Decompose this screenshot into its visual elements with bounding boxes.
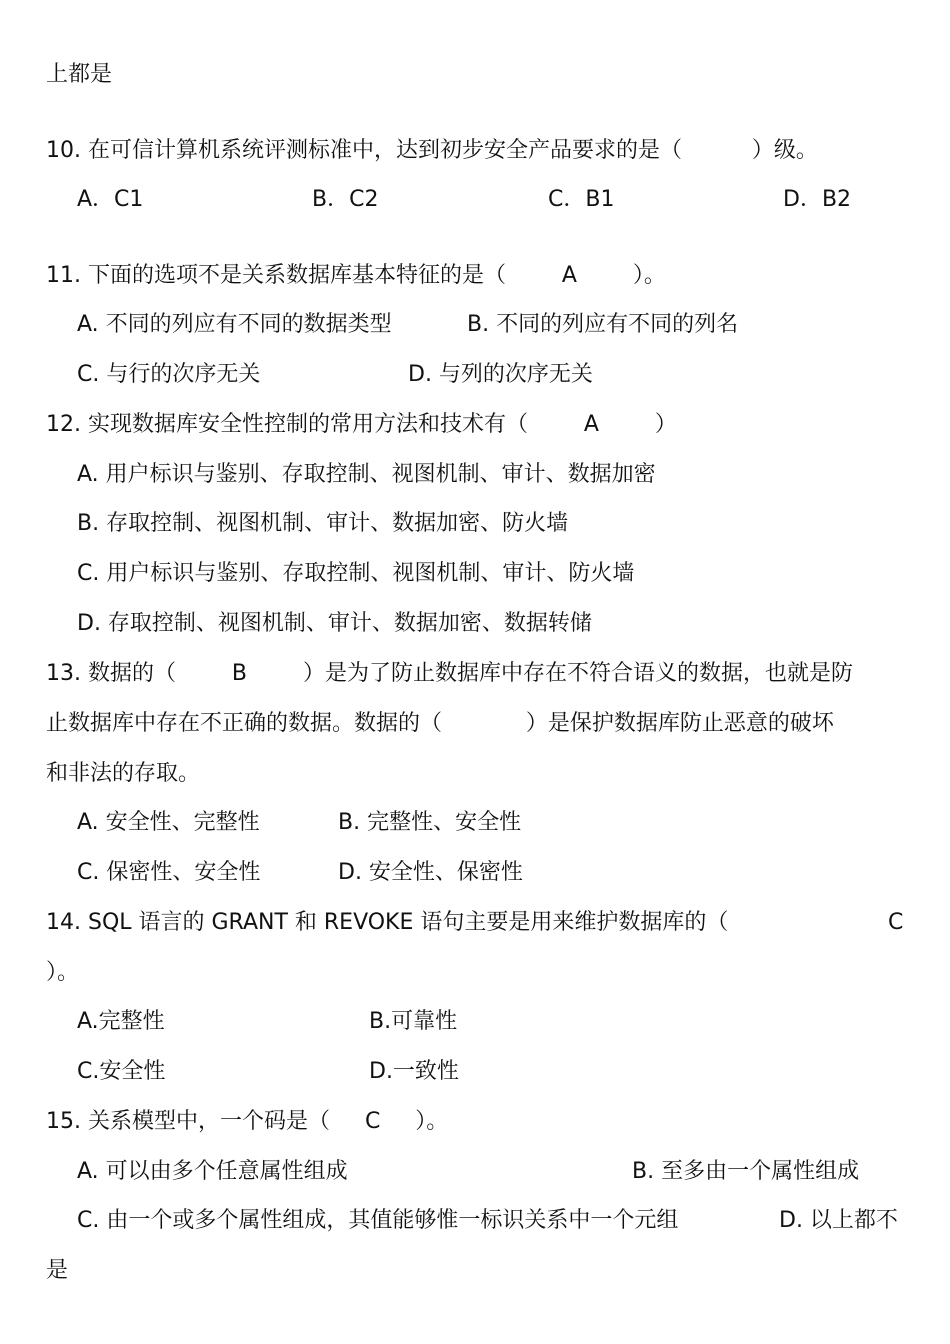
q11-option-c: C. 与行的次序无关 <box>77 362 261 387</box>
q15-option-a: A. 可以由多个任意属性组成 <box>77 1159 348 1184</box>
q12-option-a: A. 用户标识与鉴别、存取控制、视图机制、审计、数据加密 <box>77 462 656 487</box>
q10-option-a: A．C1 <box>77 187 144 212</box>
q10-option-c: C．B1 <box>548 187 615 212</box>
question-13-line-3: 和非法的存取。 <box>46 761 201 786</box>
q12-option-d: D. 存取控制、视图机制、审计、数据加密、数据转储 <box>77 611 592 636</box>
q12-option-c: C. 用户标识与鉴别、存取控制、视图机制、审计、防火墙 <box>77 561 635 586</box>
q14-option-c: C.安全性 <box>77 1059 166 1084</box>
q12-option-b: B. 存取控制、视图机制、审计、数据加密、防火墙 <box>77 511 569 536</box>
question-10: 10. 在可信计算机系统评测标准中，达到初步安全产品要求的是（ ）级。 <box>46 138 818 163</box>
question-13-line-2: 止数据库中存在不正确的数据。数据的（ ）是保护数据库防止恶意的破坏 <box>46 711 834 736</box>
question-14-answer: C <box>888 910 904 935</box>
q14-option-a: A.完整性 <box>77 1009 165 1034</box>
q14-option-b: B.可靠性 <box>369 1009 458 1034</box>
question-13-line-1: 13. 数据的（ B ）是为了防止数据库中存在不符合语义的数据，也就是防 <box>46 661 853 686</box>
q10-option-d: D．B2 <box>783 187 852 212</box>
q11-option-d: D. 与列的次序无关 <box>408 362 593 387</box>
q13-option-b: B. 完整性、安全性 <box>338 810 522 835</box>
q13-option-a: A. 安全性、完整性 <box>77 810 260 835</box>
question-14-line-2: ）。 <box>46 960 80 985</box>
q11-option-b: B. 不同的列应有不同的列名 <box>467 312 739 337</box>
q15-option-b: B. 至多由一个属性组成 <box>632 1159 860 1184</box>
question-11: 11. 下面的选项不是关系数据库基本特征的是（ A ）。 <box>46 263 666 288</box>
q15-option-c: C. 由一个或多个属性组成，其值能够惟一标识关系中一个元组 <box>77 1208 679 1233</box>
q11-option-a: A. 不同的列应有不同的数据类型 <box>77 312 392 337</box>
q10-option-b: B．C2 <box>312 187 379 212</box>
question-15: 15. 关系模型中，一个码是（ C ）。 <box>46 1109 449 1134</box>
question-12: 12. 实现数据库安全性控制的常用方法和技术有（ A ） <box>46 412 677 437</box>
q15-option-d: D. 以上都不 <box>779 1208 898 1233</box>
question-14-line-1: 14. SQL 语言的 GRANT 和 REVOKE 语句主要是用来维护数据库的（ <box>46 910 729 935</box>
text-line-continuation-end: 是 <box>46 1258 69 1283</box>
text-line-continuation: 上都是 <box>46 62 113 87</box>
q13-option-d: D. 安全性、保密性 <box>338 860 523 885</box>
q14-option-d: D.一致性 <box>369 1059 459 1084</box>
q13-option-c: C. 保密性、安全性 <box>77 860 261 885</box>
